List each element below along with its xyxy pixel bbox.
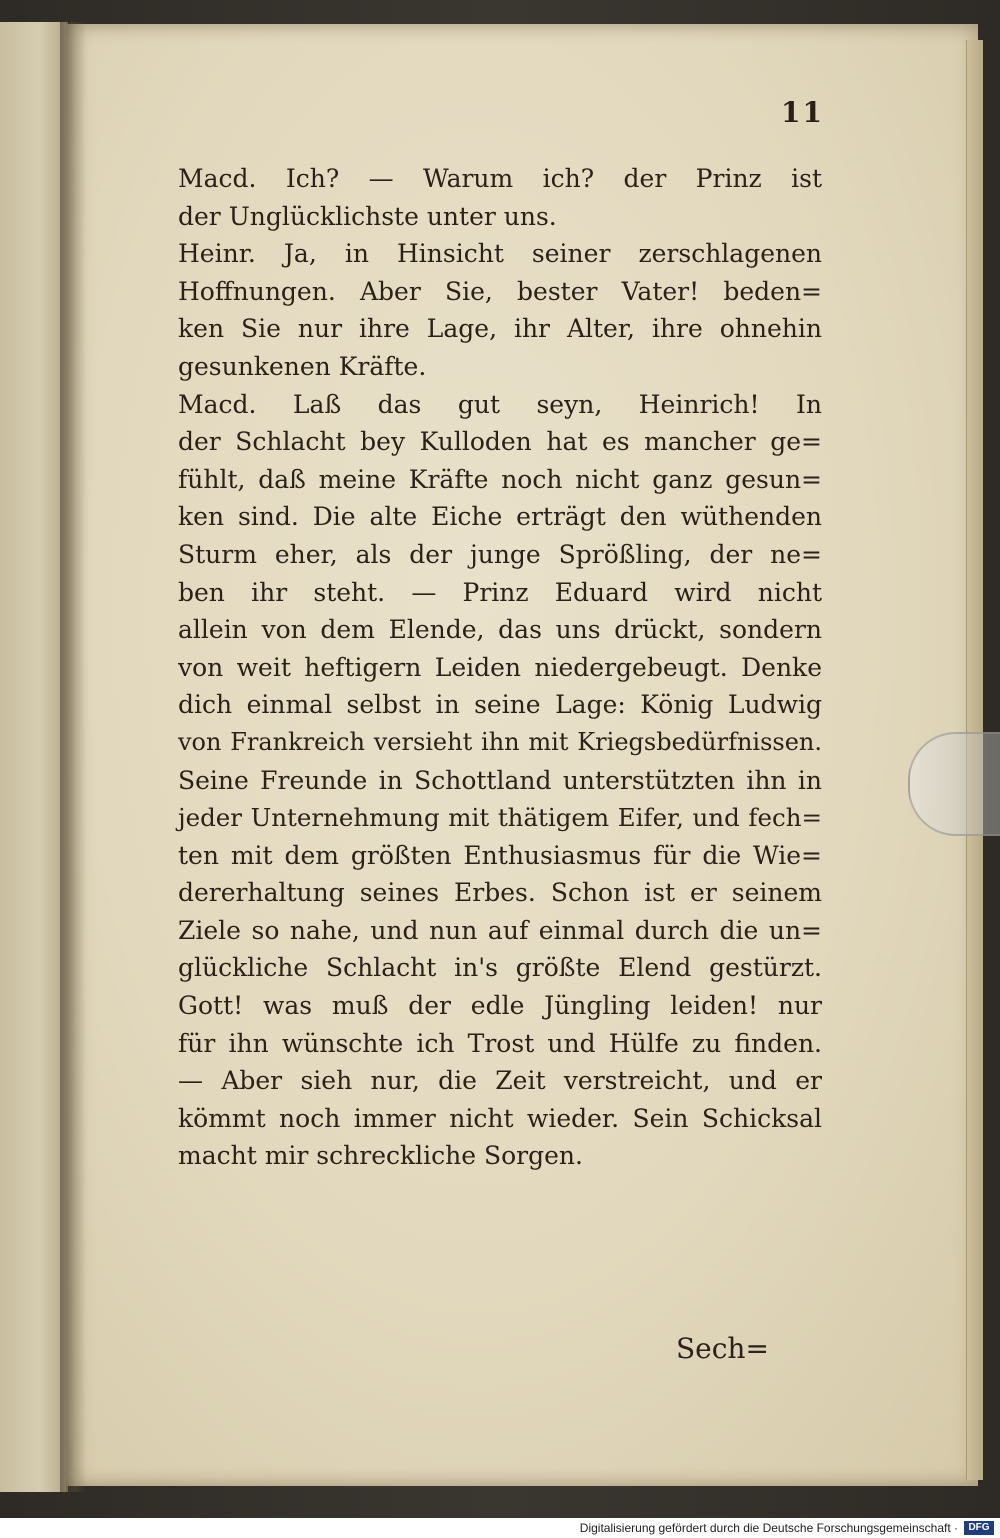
text-line: Gott! was muß der edle Jüngling leiden! nur — [178, 991, 822, 1021]
dfg-logo-icon: DFG — [964, 1521, 994, 1535]
text-line: ben ihr steht. — Prinz Eduard wird nicht — [178, 577, 822, 607]
text-line: von Frankreich versieht ihn mit Kriegsbedürfnissen. — [178, 727, 822, 756]
footer-bar — [0, 1518, 1000, 1538]
text-line: der Unglücklichste unter uns. — [178, 201, 557, 231]
text-line: von weit heftigern Leiden niedergebeugt. Denke — [178, 652, 822, 682]
text-line: Seine Freunde in Schottland unterstützten ihn in — [178, 765, 822, 795]
text-line: kömmt noch immer nicht wieder. Sein Schicksal — [178, 1103, 822, 1133]
text-line: allein von dem Elende, das uns drückt, sondern — [178, 615, 822, 645]
text-line: macht mir schreckliche Sorgen. — [178, 1141, 583, 1171]
page-clip — [908, 732, 1000, 836]
text-line: Sturm eher, als der junge Sprößling, der ne= — [178, 539, 822, 569]
text-line: Hoffnungen. Aber Sie, bester Vater! beden= — [178, 276, 822, 306]
previous-page-edge — [0, 22, 68, 1492]
text-line: ten mit dem größten Enthusiasmus für die Wie= — [178, 840, 822, 870]
body-text — [178, 160, 822, 1175]
text-line: gesunkenen Kräfte. — [178, 351, 427, 381]
text-line: Ziele so nahe, und nun auf einmal durch die un= — [178, 915, 822, 945]
text-line: — Aber sieh nur, die Zeit verstreicht, und er — [178, 1066, 822, 1096]
text-line: Macd. Laß das gut seyn, Heinrich! In — [178, 389, 822, 419]
text-line: Heinr. Ja, in Hinsicht seiner zerschlagenen — [178, 239, 822, 269]
text-line: fühlt, daß meine Kräfte noch nicht ganz gesun= — [178, 464, 822, 494]
binding-shadow — [60, 22, 86, 1492]
text-line: dererhaltung seines Erbes. Schon ist er seinem — [178, 878, 822, 908]
funding-credit: Digitalisierung gefördert durch die Deutsche Forschungsgemeinschaft · — [579, 1521, 958, 1535]
text-line: glückliche Schlacht in's größte Elend gestürzt. — [178, 953, 822, 983]
text-line: der Schlacht bey Kulloden hat es mancher ge= — [178, 427, 822, 457]
text-line: jeder Unternehmung mit thätigem Eifer, und fech= — [178, 803, 822, 833]
text-line: für ihn wünschte ich Trost und Hülfe zu finden. — [178, 1028, 822, 1058]
text-line: ken Sie nur ihre Lage, ihr Alter, ihre ohnehin — [178, 314, 822, 344]
page-number: 11 — [781, 96, 824, 129]
text-line: dich einmal selbst in seine Lage: König Ludwig — [178, 690, 822, 720]
catchword: Sech= — [676, 1332, 769, 1365]
text-line: Macd. Ich? — Warum ich? der Prinz ist — [178, 164, 822, 193]
text-line: ken sind. Die alte Eiche erträgt den wüthenden — [178, 502, 822, 532]
